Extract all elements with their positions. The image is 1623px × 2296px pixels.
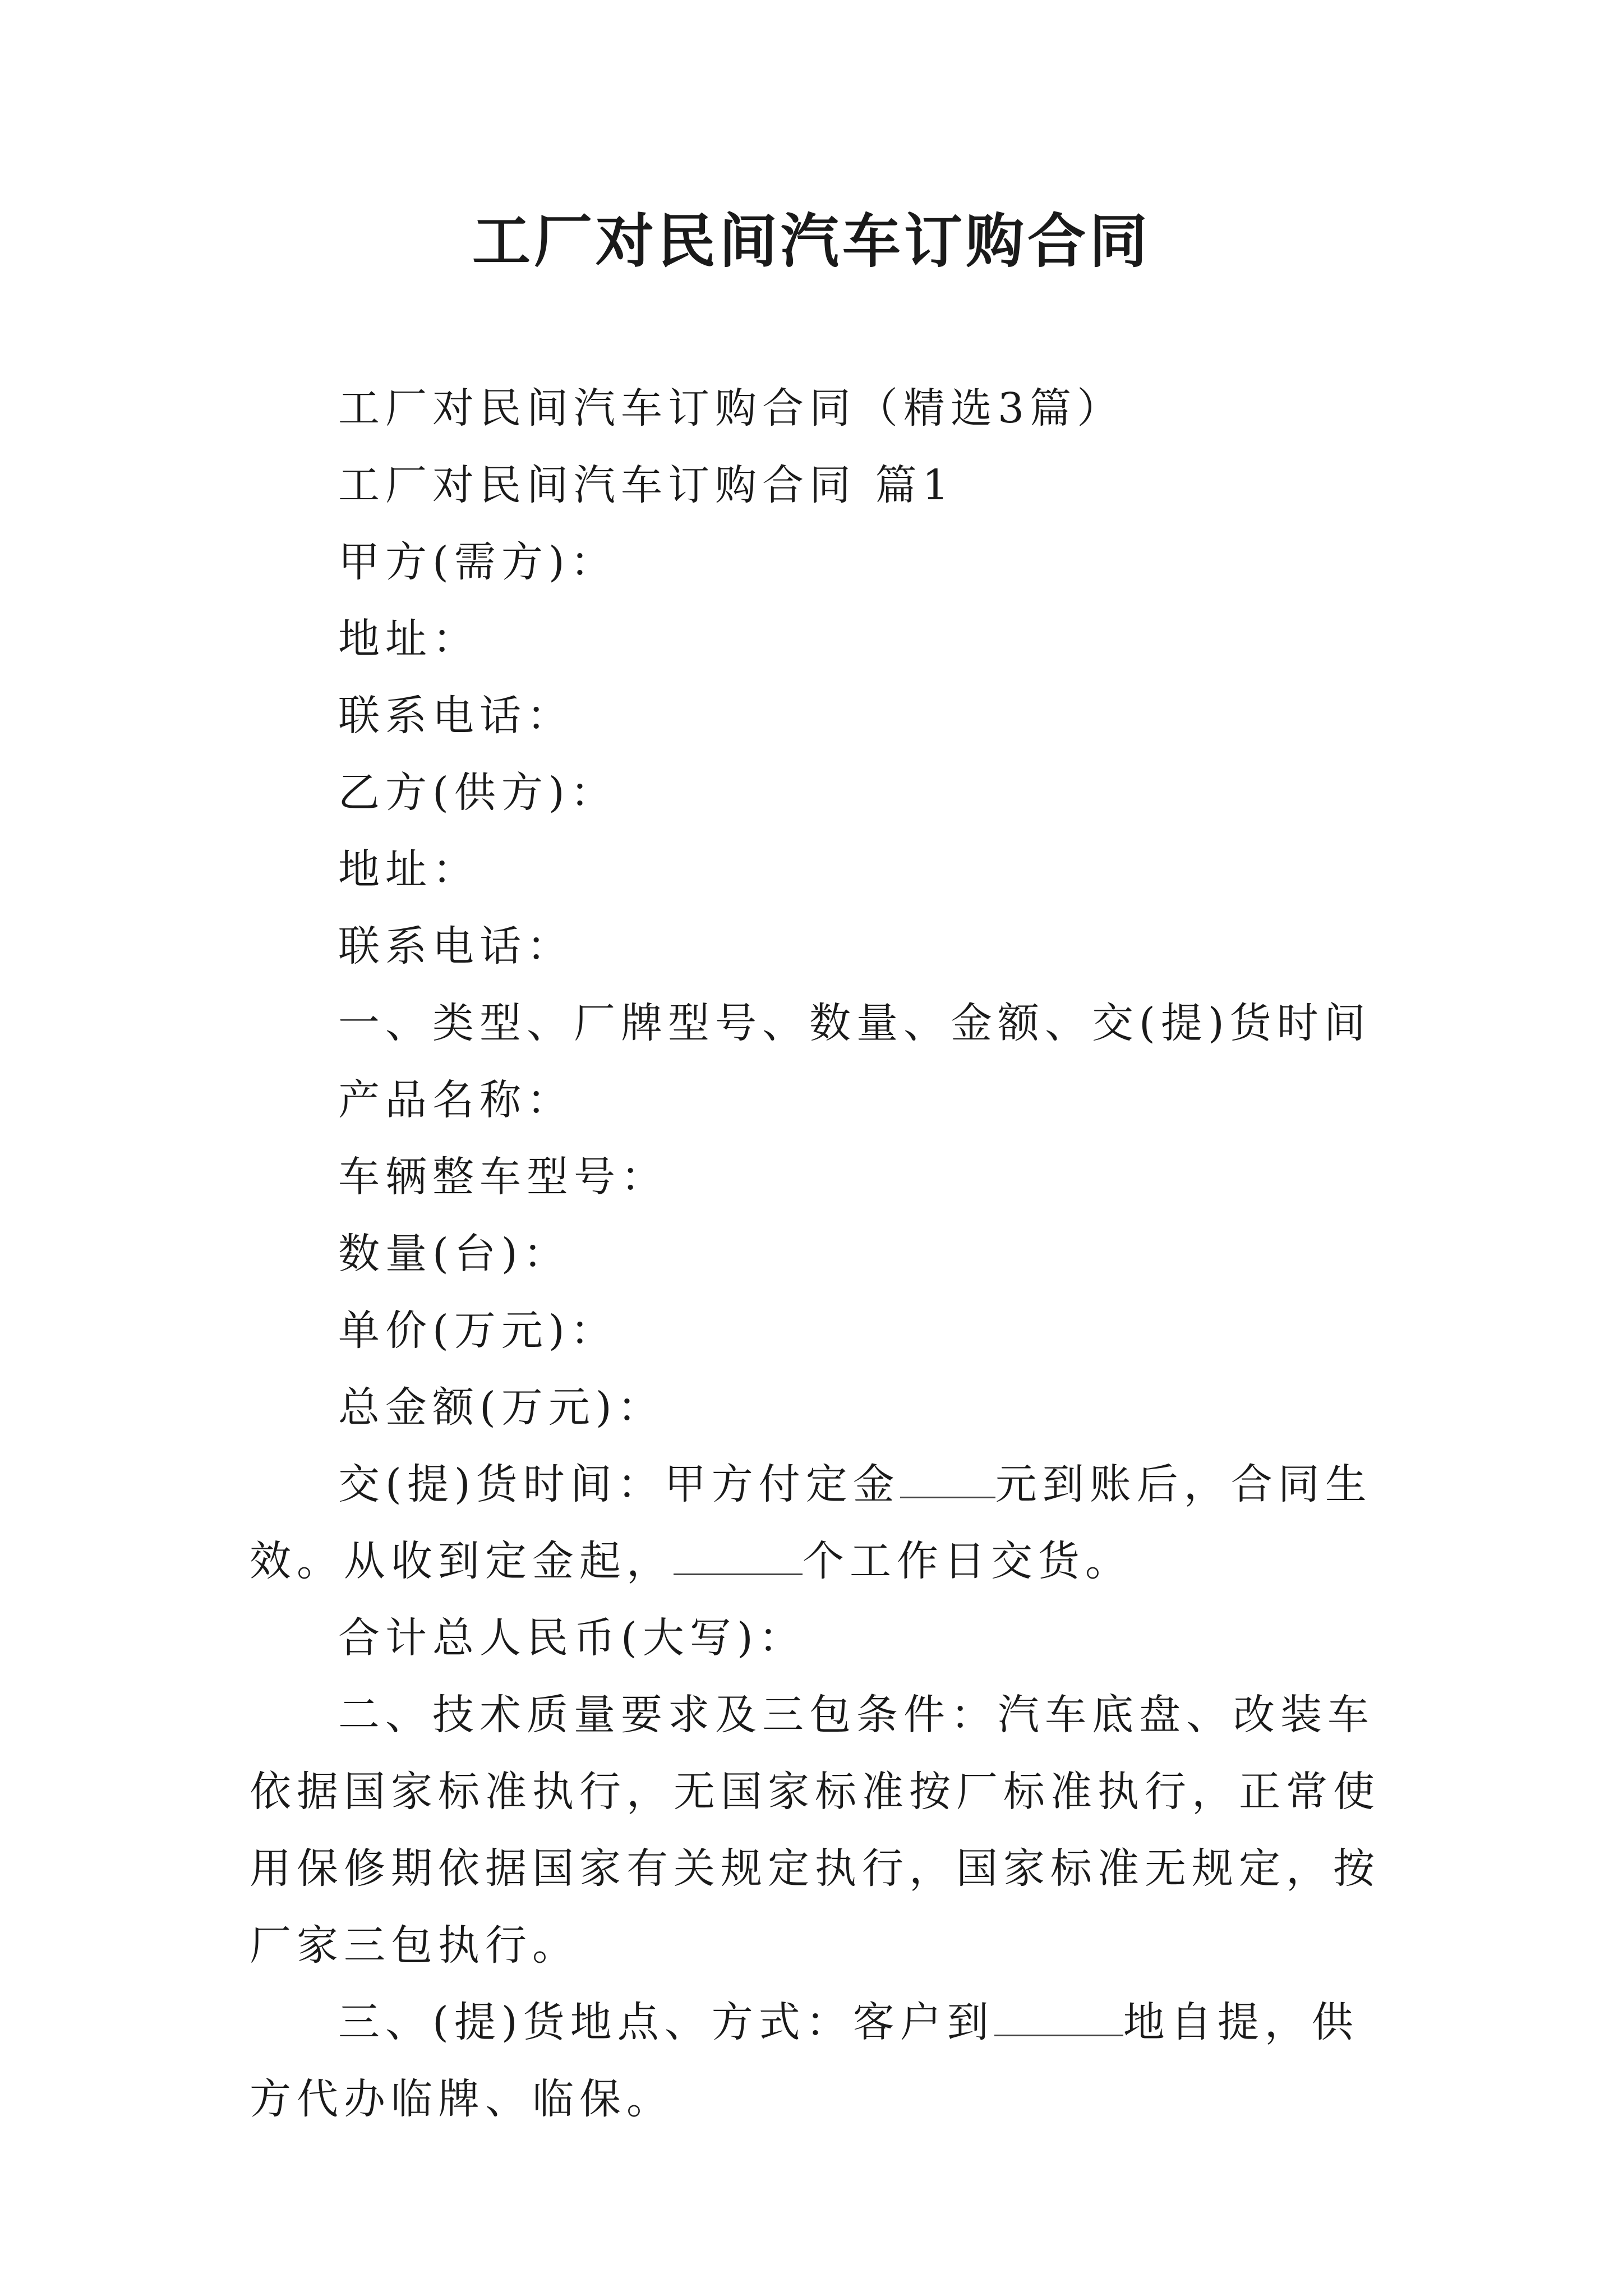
deposit-blank [900,1463,995,1498]
clause3-text-1: 三、(提)货地点、方式：客户到 [338,1998,994,2046]
delivery-text-1: 交(提)货时间：甲方付定金 [338,1460,900,1508]
workdays-blank [674,1540,803,1575]
clause1-heading: 一、类型、厂牌型号、数量、金额、交(提)货时间 [338,999,1371,1047]
total-rmb-label: 合计总人民币(大写)： [338,1614,806,1662]
delivery-text-3: 个工作日交货。 [803,1537,1132,1585]
delivery-text-2: 元到账后，合同生效。从收到定金起， [250,1460,1372,1585]
total-amount-label: 总金额(万元)： [338,1383,665,1432]
party-b-phone-label: 联系电话： [338,922,574,970]
document-title: 工厂对民间汽车订购合同 [472,206,1151,275]
delivery-paragraph [250,1446,1391,1600]
party-b-address-label: 地址： [338,845,479,894]
unit-price-label: 单价(万元)： [338,1306,617,1355]
clause3-paragraph [250,1984,1391,2138]
party-a-label: 甲方(需方)： [338,538,617,586]
pickup-location-blank [994,2001,1123,2036]
party-b-label: 乙方(供方)： [338,769,617,817]
product-name-label: 产品名称： [338,1076,574,1124]
document-body [250,370,1391,2138]
clause2-paragraph: 二、技术质量要求及三包条件：汽车底盘、改装车依据国家标准执行，无国家标准按厂标准执行，正常使用保修期依据国家有关规定执行，国家标准无规定，按厂家三包执行。 [250,1691,1380,1970]
quantity-label: 数量(台)： [338,1230,570,1278]
section-heading: 工厂对民间汽车订购合同 篇1 [338,461,955,509]
party-a-address-label: 地址： [338,615,479,663]
subtitle: 工厂对民间汽车订购合同（精选3篇） [338,384,1124,432]
clause3-text-2: 地自提，供方代办临牌、临保。 [250,1998,1359,2123]
party-a-phone-label: 联系电话： [338,692,574,740]
vehicle-model-label: 车辆整车型号： [338,1153,668,1201]
